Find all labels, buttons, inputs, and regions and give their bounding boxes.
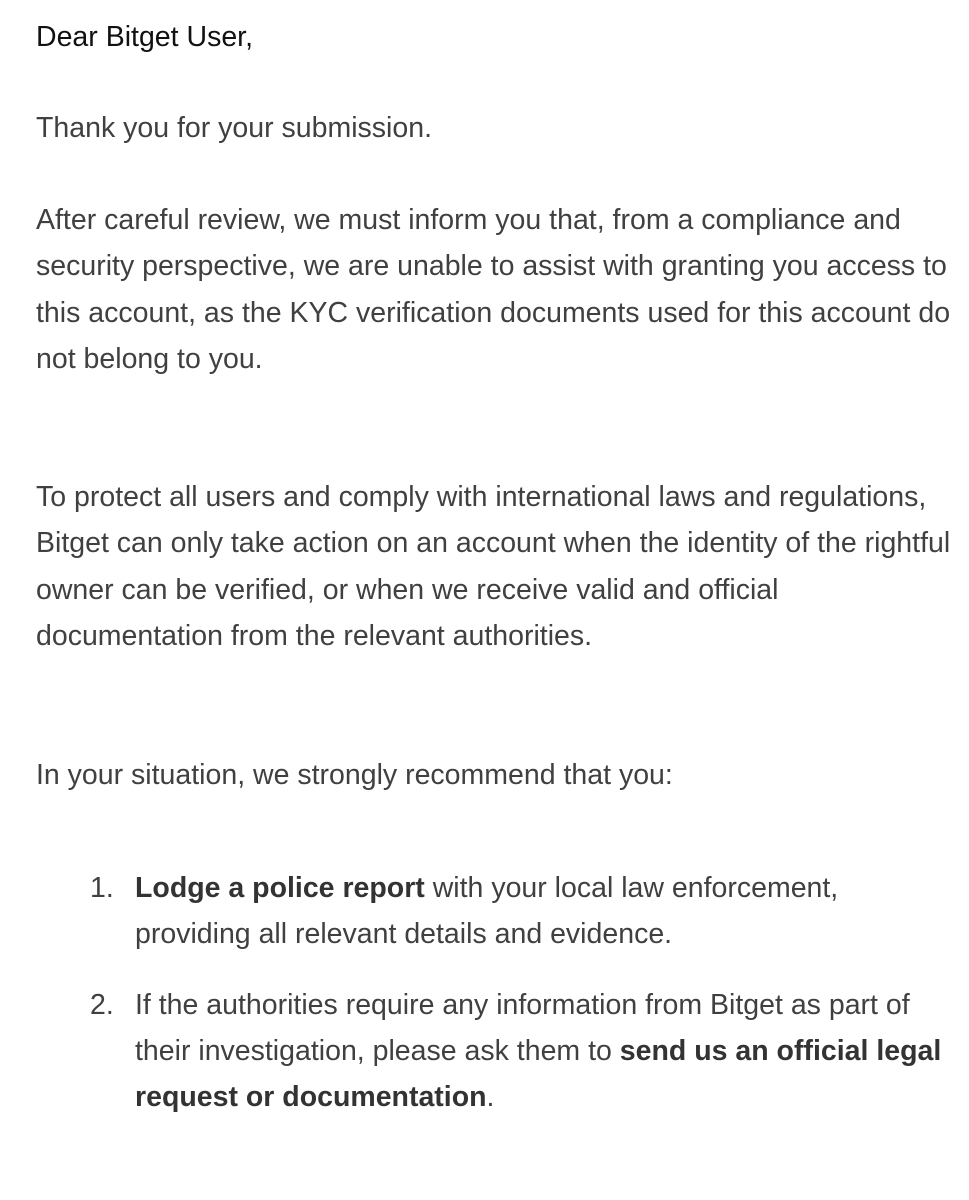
- email-paragraph-policy: To protect all users and comply with international laws and regulations, Bitget can only take action on an account when the identity of the rightful owner can be verified, or when we receive valid and official documentation from the relevant authorities.: [36, 481, 951, 652]
- list-item-bold-text: Lodge a police report: [135, 872, 425, 904]
- list-item-text: with your local law enforcement, providing all relevant details and evidence.: [135, 872, 839, 951]
- list-item-text: If the authorities require any information from Bitget as part of their investigation, please ask them to: [135, 988, 910, 1067]
- list-item: [36, 865, 951, 958]
- email-paragraph-recommendation: In your situation, we strongly recommend that you:: [36, 759, 673, 791]
- list-item: [36, 982, 951, 1121]
- list-item-number: 2.: [90, 988, 114, 1021]
- email-paragraph-review: After careful review, we must inform you that, from a compliance and security perspective, we are unable to assist with granting you access to this account, as the KYC verification documents used for this account do not belong to you.: [36, 204, 951, 375]
- recommended-steps-list: [36, 865, 951, 1120]
- list-item-bold-text: send us an official legal request or documentation: [135, 1034, 942, 1114]
- list-item-text-end: .: [486, 1081, 495, 1114]
- email-greeting: Dear Bitget User,: [36, 21, 254, 53]
- email-paragraph-thanks: Thank you for your submission.: [36, 112, 433, 144]
- list-item-number: 1.: [90, 872, 114, 904]
